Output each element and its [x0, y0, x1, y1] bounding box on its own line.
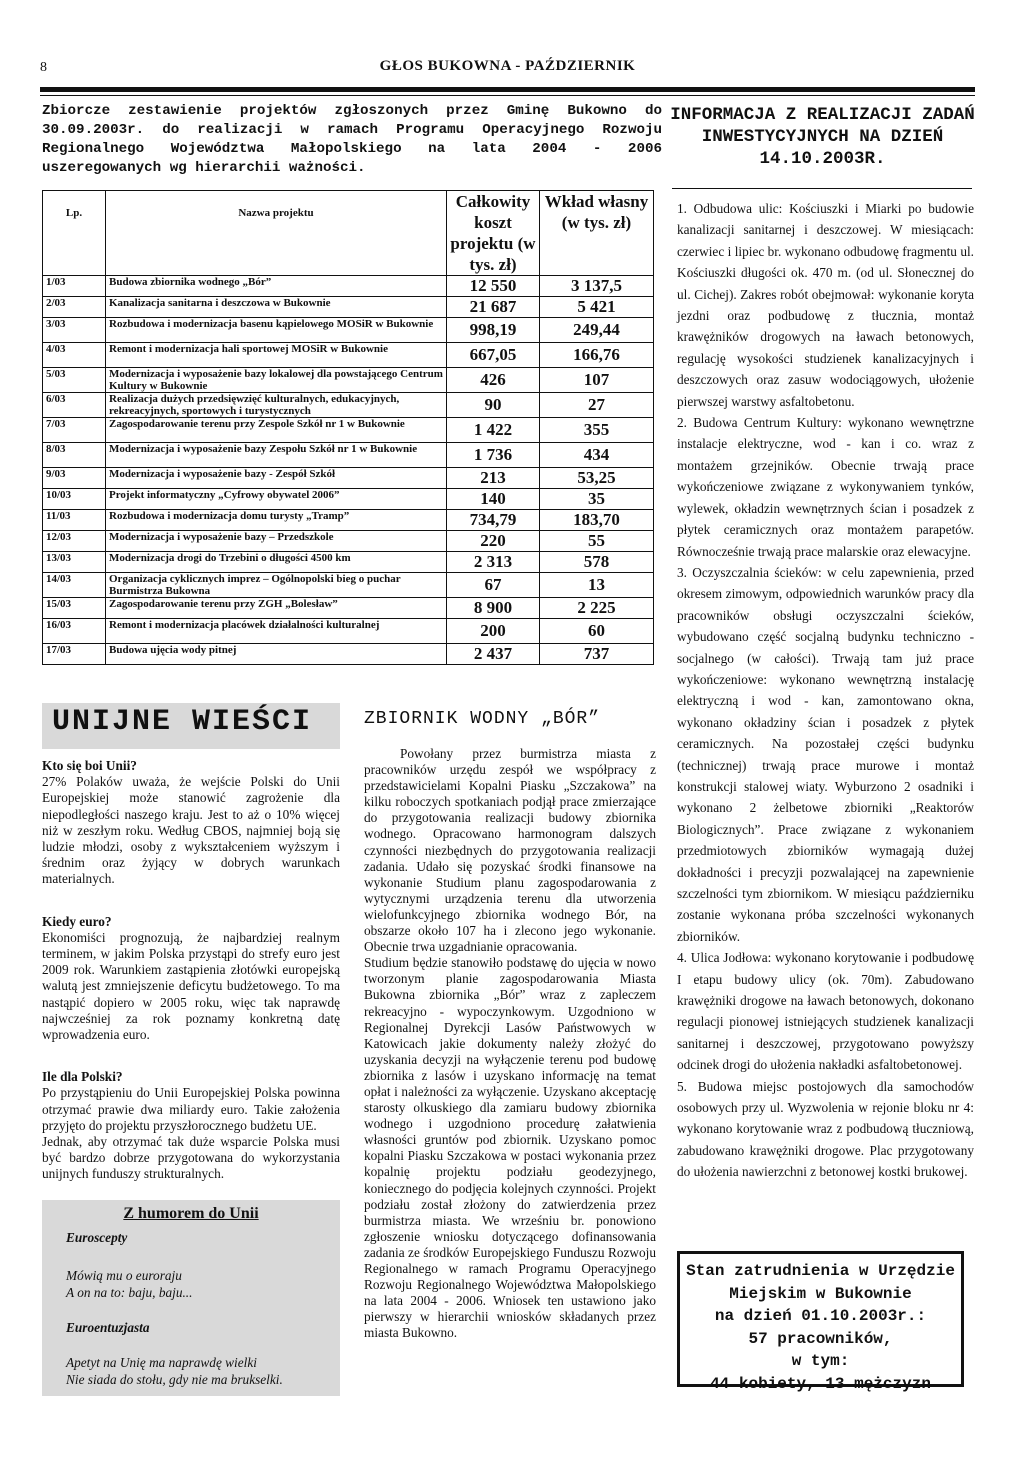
- row-name: Rozbudowa i modernizacja basenu kąpielowego MOSiR w Bukownie: [106, 318, 447, 343]
- row-name: Projekt informatyczny „Cyfrowy obywatel 2006”: [106, 489, 447, 510]
- humor-verse-2-line-1: Apetyt na Unię ma naprawdę wielki: [66, 1355, 257, 1370]
- table-row: [43, 531, 654, 552]
- row-cost: 220: [447, 531, 540, 552]
- info-title: INFORMACJA Z REALIZACJI ZADAŃ INWESTYCYJNYCH NA DZIEŃ 14.10.2003R.: [670, 105, 975, 169]
- col-header-lp: Lp.: [43, 191, 106, 276]
- row-cost: 734,79: [447, 510, 540, 531]
- header-rule-thick: [40, 87, 975, 92]
- answer-paragraph: Po przystąpieniu do Unii Europejskiej Polska powinna otrzymać prawie dwa miliardy euro. Takie założenia przyjęto do projektu przyszłorocznego budżetu UE.: [42, 1085, 340, 1133]
- row-own: 166,76: [540, 343, 654, 368]
- header-rule-thin: [40, 95, 975, 96]
- row-own: 53,25: [540, 468, 654, 489]
- row-lp: 11/03: [43, 510, 106, 531]
- zbiornik-paragraph-1: Powołany przez burmistrza miasta z pracowników urzędu zespół we współpracy z przedstawicielami Kopalni Piasku „Szczakowa” na kilku roboczych spotkaniach podjął prace zmierzające do przygotowania realizacji budowy zbiornika wodnego. Opracowano harmonogram dalszych czynności niezbędnych do przygotowania realizacji zadania. Udało się pozyskać środki finansowe na wykonanie Studium planu zagospodarowania z wytycznymi urządzenia terenu dla utworzenia wielofunkcyjnego zbiornika wodnego Bór, na obszarze około 107 ha i zlecono jego wykonanie. Obecnie trwa uzgadnianie opracowania.: [364, 746, 656, 955]
- row-name: Kanalizacja sanitarna i deszczowa w Bukownie: [106, 297, 447, 318]
- row-own: 183,70: [540, 510, 654, 531]
- row-own: 55: [540, 531, 654, 552]
- row-lp: 1/03: [43, 276, 106, 297]
- table-row: [43, 552, 654, 573]
- table-row: [43, 573, 654, 598]
- table-row: [43, 468, 654, 489]
- employment-line-4: w tym:: [791, 1352, 850, 1370]
- row-lp: 12/03: [43, 531, 106, 552]
- employment-box: [677, 1251, 964, 1393]
- row-own: 578: [540, 552, 654, 573]
- row-lp: 10/03: [43, 489, 106, 510]
- row-cost: 200: [447, 619, 540, 644]
- row-own: 27: [540, 393, 654, 418]
- row-lp: 13/03: [43, 552, 106, 573]
- zbiornik-body: [364, 746, 656, 1341]
- row-own: 737: [540, 644, 654, 665]
- row-own: 5 421: [540, 297, 654, 318]
- question-heading: Kiedy euro?: [42, 913, 112, 929]
- row-lp: 7/03: [43, 418, 106, 443]
- row-lp: 15/03: [43, 598, 106, 619]
- table-row: [43, 343, 654, 368]
- row-cost: 2 313: [447, 552, 540, 573]
- row-name: Zagospodarowanie terenu przy ZGH „Bolesław”: [106, 598, 447, 619]
- row-cost: 426: [447, 368, 540, 393]
- employment-line-2: na dzień 01.10.2003r.:: [714, 1307, 927, 1325]
- row-lp: 5/03: [43, 368, 106, 393]
- row-cost: 1 422: [447, 418, 540, 443]
- table-row: [43, 510, 654, 531]
- info-rule: [672, 188, 972, 189]
- row-lp: 9/03: [43, 468, 106, 489]
- row-own: 107: [540, 368, 654, 393]
- row-name: Organizacja cyklicznych imprez – Ogólnopolski bieg o puchar Burmistrza Bukowna: [106, 573, 447, 598]
- row-cost: 21 687: [447, 297, 540, 318]
- row-lp: 16/03: [43, 619, 106, 644]
- row-name: Modernizacja i wyposażenie bazy lokalowej dla powstającego Centrum Kultury w Bukownie: [106, 368, 447, 393]
- row-cost: 2 437: [447, 644, 540, 665]
- humor-verse-2-line-2: Nie siada do stołu, gdy nie ma brukselki.: [66, 1372, 283, 1387]
- row-own: 434: [540, 443, 654, 468]
- row-name: Remont i modernizacja hali sportowej MOSiR w Bukownie: [106, 343, 447, 368]
- table-row: [43, 598, 654, 619]
- humor-verse-1-line-2: A on na to: baju, baju...: [66, 1285, 193, 1300]
- table-row: [43, 368, 654, 393]
- row-name: Zagospodarowanie terenu przy Zespole Szkół nr 1 w Bukownie: [106, 418, 447, 443]
- info-paragraph-3: 3. Oczyszczalnia ścieków: w celu zapewnienia, przed okresem zimowym, odpowiednich warunków pracy dla pracowników obsługi oczyszczalni ścieków, wybudowano część socjalną budynku techniczno - socjalnego (w całości). Trwają tam już prace wykończeniowe: wykonano wewnętrzną instalację elektryczną i wod - kan, zamontowano okna, wykonano okładziny ścian i posadzek z płytek ceramicznych. Na pozostałej części budynku (technicznej) trwają prace murowe i montaż konstrukcji stalowej wiaty. Wyburzono 2 osadniki i wykonano 2 żelbetowe zbiorniki „Reaktorów Biologicznych”. Prace związane z wykonaniem przedmiotowych zbiorników wymagają dużej dokładności i precyzji pozwalającej na zapewnienie szczelności tym zbiornikom. W miesiącu październiku zostanie wykonana próba szczelności wykonanych zbiorników.: [677, 564, 974, 944]
- row-name: Budowa zbiornika wodnego „Bór”: [106, 276, 447, 297]
- newspaper-title: GŁOS BUKOWNA - PAŹDZIERNIK: [379, 58, 636, 74]
- humor-verse-1-line-1: Mówią mu o euroraju: [66, 1268, 182, 1283]
- row-name: Remont i modernizacja placówek działalności kulturalnej: [106, 619, 447, 644]
- row-cost: 998,19: [447, 318, 540, 343]
- row-lp: 4/03: [43, 343, 106, 368]
- row-cost: 667,05: [447, 343, 540, 368]
- info-paragraph-4: 4. Ulica Jodłowa: wykonano korytowanie i podbudowę I etapu budowy ulicy (ok. 70m). Zabudowano krawężniki drogowe na ławach betonowych, dokonano regulacji pionowej istniejących studzienek kanalizacji sanitarnej i deszczowej, przygotowano powyższy odcinek drogi do ułożenia nakładki asfaltobetonowej.: [677, 950, 974, 1073]
- row-own: 3 137,5: [540, 276, 654, 297]
- info-paragraph-5: 5. Budowa miejsc postojowych dla samochodów osobowych przy ul. Wyzwolenia w rejonie bloku nr 4: wykonano korytowanie wraz z podbudową tłuczniową, zabudowano krawężniki drogowe. Plac przygotowany do ułożenia nawierzchni z betonowej kostki brukowej.: [677, 1078, 974, 1180]
- row-cost: 90: [447, 393, 540, 418]
- col-header-own: Wkład własny (w tys. zł): [540, 191, 654, 276]
- table-row: [43, 297, 654, 318]
- zbiornik-title: ZBIORNIK WODNY „BÓR”: [364, 709, 601, 729]
- row-name: Budowa ujęcia wody pitnej: [106, 644, 447, 665]
- info-body: [677, 198, 974, 1183]
- row-name: Modernizacja i wyposażenie bazy – Przedszkole: [106, 531, 447, 552]
- answer-paragraph: 27% Polaków uważa, że wejście Polski do Unii Europejskiej może stanowić zagrożenie dla niepodległości naszego kraju. Jest to aż o 10% więcej niż w zeszłym roku. Według CBOS, najmniej boją się ludzie młodzi, osoby z wykształceniem wyższym i średnim oraz żyjący w dobrych warunkach materialnych.: [42, 774, 340, 887]
- row-cost: 140: [447, 489, 540, 510]
- answer-paragraph: Ekonomiści prognozują, że najbardziej realnym terminem, w jakim Polska przystąpi do strefy euro jest 2009 rok. Warunkiem zastąpienia złotówki europejską walutą jest zmniejszenie deficytu budżetowego. To ma nastąpić dopiero w 2005 roku, więc tak naprawdę najwcześniej za rok poznamy konkretną datę wprowadzenia euro.: [42, 929, 340, 1043]
- table-row: [43, 644, 654, 665]
- employment-line-1: Stan zatrudnienia w Urzędzie Miejskim w Bukownie: [686, 1262, 955, 1303]
- row-name: Modernizacja i wyposażenie bazy - Zespół Szkół: [106, 468, 447, 489]
- table-intro: Zbiorcze zestawienie projektów zgłoszonych przez Gminę Bukowno do 30.09.2003r. do realizacji w ramach Programu Operacyjnego Rozwoju Regionalnego Województwa Małopolskiego na lata 2004 - 2006 uszeregowanych wg hierarchii ważności.: [42, 103, 662, 176]
- table-row: [43, 318, 654, 343]
- row-cost: 12 550: [447, 276, 540, 297]
- projects-table: [42, 190, 654, 665]
- row-name: Realizacja dużych przedsięwzięć kulturalnych, edukacyjnych, rekreacyjnych, sportowych i turystycznych: [106, 393, 447, 418]
- unijne-body: [42, 758, 340, 1183]
- row-own: 13: [540, 573, 654, 598]
- row-lp: 6/03: [43, 393, 106, 418]
- table-row: [43, 489, 654, 510]
- answer-paragraph: Jednak, aby otrzymać tak duże wsparcie Polska musi być bardzo dobrze przygotowana do wykorzystania unijnych funduszy strukturalnych.: [42, 1134, 340, 1182]
- table-row: [43, 443, 654, 468]
- row-own: 2 225: [540, 598, 654, 619]
- question-heading: Kto się boi Unii?: [42, 758, 137, 773]
- employment-line-5: 44 kobiety, 13 mężczyzn: [710, 1374, 931, 1393]
- row-own: 355: [540, 418, 654, 443]
- row-own: 35: [540, 489, 654, 510]
- row-lp: 2/03: [43, 297, 106, 318]
- row-cost: 67: [447, 573, 540, 598]
- row-name: Rozbudowa i modernizacja domu turysty „Tramp”: [106, 510, 447, 531]
- humor-heading-1: Euroscepty: [66, 1230, 128, 1245]
- projects-table-body: [43, 276, 654, 665]
- row-own: 249,44: [540, 318, 654, 343]
- info-paragraph-2: 2. Budowa Centrum Kultury: wykonano wewnętrzne instalacje elektryczne, wod - kan i co. wraz z montażem grzejników. Obecnie trwają prace wykończeniowe związane z wykonywaniem tynków, wylewek, okładzin wewnętrznych ścian i posadzek z płytek ceramicznych oraz montażem parapetów. Równocześnie trwają prace malarskie oraz elewacyjne.: [677, 415, 974, 559]
- col-header-cost: Całkowity koszt projektu (w tys. zł): [447, 191, 540, 276]
- question-heading: Ile dla Polski?: [42, 1069, 123, 1085]
- humor-title: Z humorem do Unii: [123, 1205, 259, 1222]
- info-paragraph-1: 1. Odbudowa ulic: Kościuszki i Miarki po budowie kanalizacji sanitarnej i deszczowej. W miesiącach: czerwiec i lipiec br. wykonano odbudowę fragmentu ul. Kościuszki długości ok. 470 m. (od ul. Słonecznej do ul. Cichej). Zakres robót obejmował: wykonanie koryta jezdni oraz podbudowę z tłucznia, montaż krawężników drogowych na ławach betonowych, regulację wysokości studzienek kanalizacyjnych i deszczowych oraz zasuw wodociągowych, ułożenie pierwszej warstwy asfaltobetonu.: [677, 201, 974, 409]
- row-name: Modernizacja drogi do Trzebini o długości 4500 km: [106, 552, 447, 573]
- row-cost: 213: [447, 468, 540, 489]
- row-lp: 3/03: [43, 318, 106, 343]
- humor-box: [42, 1200, 340, 1396]
- row-cost: 8 900: [447, 598, 540, 619]
- table-row: [43, 619, 654, 644]
- table-row: [43, 418, 654, 443]
- row-lp: 14/03: [43, 573, 106, 598]
- table-row: [43, 276, 654, 297]
- page-number: 8: [40, 60, 47, 75]
- row-cost: 1 736: [447, 443, 540, 468]
- zbiornik-paragraph-2: Studium będzie stanowiło podstawę do ujęcia w nowo tworzonym planie zagospodarowania Miasta Bukowna zbiornika „Bór” wraz z zapleczem rekreacyjno - wypoczynkowym. Uzgodniono w Regionalnej Dyrekcji Lasów Państwowych w Katowicach jakie dokumenty należy złożyć do uzyskania decyzji na wyłączenie terenu pod budowę zbiornika z lasów i uzyskano informację na temat opłat i należności za wyłączenie. Uzyskano akceptację starosty olkuskiego dla zamiaru budowy zbiornika wodnego i uzgodniono procedurę załatwienia własności gruntów pod zbiornik. Uzyskano pomoc kopalni Piasku Szczakowa w postaci wykonania przez kopalnię projektu podziału geodezyjnego, koniecznego do podjęcia kolejnych czynności. Projekt podziału został złożony do zatwierdzenia przez burmistrza miasta. We wrześniu br. ponowiono zgłoszenie wniosku dotyczącego dofinansowania zadania ze środków Europejskiego Funduszu Rozwoju Regionalnego w ramach Programu Operacyjnego Rozwoju Regionalnego Województwa Małopolskiego na lata 2004 - 2006. Wniosek ten ustawiono jako pierwszy w hierarchii wniosków składanych przez miasta Bukowno.: [364, 955, 656, 1341]
- row-name: Modernizacja i wyposażenie bazy Zespołu Szkół nr 1 w Bukownie: [106, 443, 447, 468]
- col-header-name: Nazwa projektu: [106, 191, 447, 276]
- humor-heading-2: Euroentuzjasta: [66, 1320, 150, 1335]
- table-row: [43, 393, 654, 418]
- employment-line-3: 57 pracowników,: [748, 1329, 893, 1348]
- row-lp: 17/03: [43, 644, 106, 665]
- unijne-title: UNIJNE WIEŚCI: [52, 705, 313, 739]
- row-lp: 8/03: [43, 443, 106, 468]
- row-own: 60: [540, 619, 654, 644]
